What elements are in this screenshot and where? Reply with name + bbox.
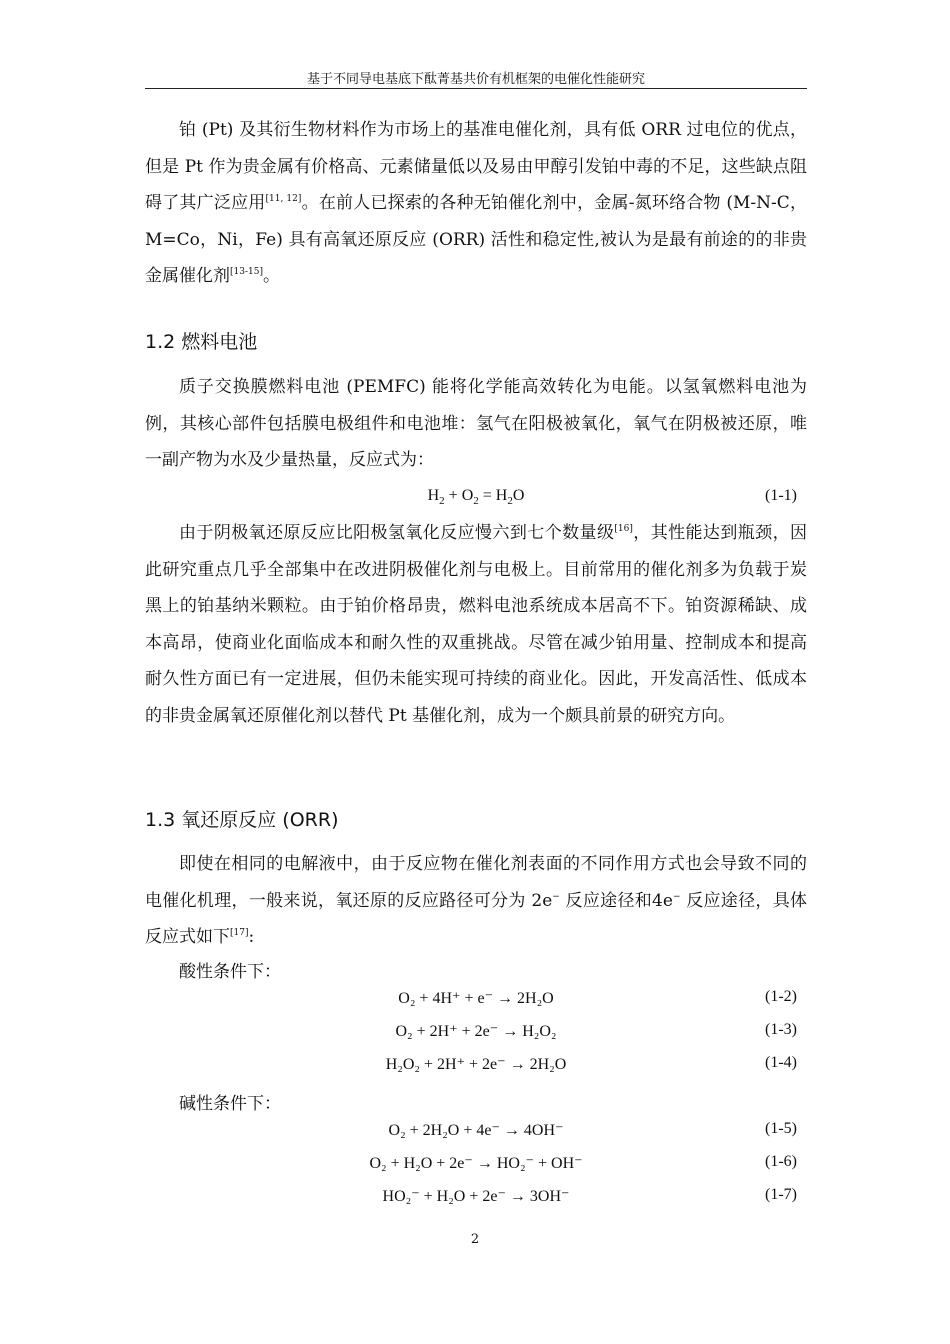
- equation-number: (1-7): [765, 1186, 797, 1203]
- intro-paragraph: [145, 112, 807, 295]
- fuel-cell-paragraph-block: [145, 369, 807, 479]
- intro-text-a: 铂 (Pt) 及其衍生物材料作为市场上的基准电催化剂，具有低 ORR 过电位的优点，但是 Pt 作为贵金属有价格高、元素储量低以及易由甲醇引发铂中毒的不足，这些缺点阻碍了其广泛应用: [145, 120, 807, 213]
- equation-body: HO₂⁻ + H₂O + 2e⁻ → 3OH⁻: [382, 1188, 570, 1205]
- equation-body: $H_2 + O_2 = H_2O$: [427, 487, 525, 508]
- intro-text-b: 。在前人已探索的各种无铂催化剂中，金属-氮环络合物 (M-N-C，M=Co，Ni，Fe) 具有高氧还原反应 (ORR) 活性和稳定性,被认为是最有前途的的非贵金属催化剂: [145, 193, 807, 286]
- intro-paragraph-block: [145, 112, 807, 295]
- equation-body: O₂ + 4H⁺ + e⁻ → 2H₂O: [398, 990, 554, 1007]
- citation: [13-15]: [230, 267, 263, 277]
- equation-1-7: [145, 1183, 807, 1213]
- section-heading-1-3: 1.3 氧还原反应 (ORR): [145, 809, 339, 831]
- equation-1-5: [145, 1117, 807, 1147]
- equation-number: (1-4): [765, 1054, 797, 1071]
- section-heading-1-2: 1.2 燃料电池: [145, 331, 258, 353]
- equation-1-1: [145, 484, 807, 514]
- running-header: 基于不同导电基底下酞菁基共价有机框架的电催化性能研究: [306, 72, 645, 87]
- intro-text-c: 。: [262, 266, 280, 286]
- header-rule: [145, 88, 807, 89]
- orr-paragraph: 即使在相同的电解液中，由于反应物在催化剂表面的不同作用方式也会导致不同的电催化机理，一般来说，氧还原的反应路径可分为 2e− 反应途径和4e− 反应途径，具体反应式如下[17]:: [145, 854, 808, 947]
- equation-number: (1-6): [765, 1153, 797, 1170]
- page-number: 2: [470, 1232, 480, 1247]
- equation-number: (1-5): [765, 1120, 797, 1137]
- orr-paragraph-block: [145, 846, 807, 956]
- equation-body: O₂ + H₂O + 2e⁻ → HO₂⁻ + OH⁻: [369, 1155, 583, 1172]
- citation: [11, 12]: [265, 194, 302, 204]
- citation: [16]: [614, 524, 633, 534]
- equation-body: O₂ + 2H₂O + 4e⁻ → 4OH⁻: [388, 1122, 564, 1139]
- acid-condition-label: 酸性条件下：: [179, 962, 281, 982]
- equation-1-2: [145, 985, 807, 1015]
- equation-1-4: [145, 1051, 807, 1081]
- cathode-paragraph: 由于阴极氧还原反应比阳极氢氧化反应慢六到七个数量级[16]，其性能达到瓶颈，因此研究重点几乎全部集中在改进阴极催化剂与电极上。目前常用的催化剂多为负载于炭黑上的铂基纳米颗粒。由于铂价格昂贵，燃料电池系统成本居高不下。铂资源稀缺、成本高昂，使商业化面临成本和耐久性的双重挑战。尽管在减少铂用量、控制成本和提高耐久性方面已有一定进展，但仍未能实现可持续的商业化。因此，开发高活性、低成本的非贵金属氧还原催化剂以替代 Pt 基催化剂，成为一个颇具前景的研究方向。: [145, 523, 808, 726]
- equation-1-3: [145, 1018, 807, 1048]
- cathode-paragraph-block: [145, 515, 807, 734]
- equation-number: (1-2): [765, 988, 797, 1005]
- equation-body: H₂O₂ + 2H⁺ + 2e⁻ → 2H₂O: [385, 1056, 567, 1073]
- alkaline-condition-label: 碱性条件下：: [179, 1094, 281, 1114]
- equation-number: (1-3): [765, 1021, 797, 1038]
- citation: [17]: [230, 928, 249, 938]
- equation-body: O₂ + 2H⁺ + 2e⁻ → H₂O₂: [395, 1023, 557, 1040]
- fuel-cell-paragraph: 质子交换膜燃料电池 (PEMFC) 能将化学能高效转化为电能。以氢氧燃料电池为例，其核心部件包括膜电极组件和电池堆：氢气在阳极被氧化，氧气在阴极被还原，唯一副产物为水及少量热量，反应式为：: [145, 377, 807, 470]
- equation-1-6: [145, 1150, 807, 1180]
- equation-number: (1-1): [765, 487, 797, 504]
